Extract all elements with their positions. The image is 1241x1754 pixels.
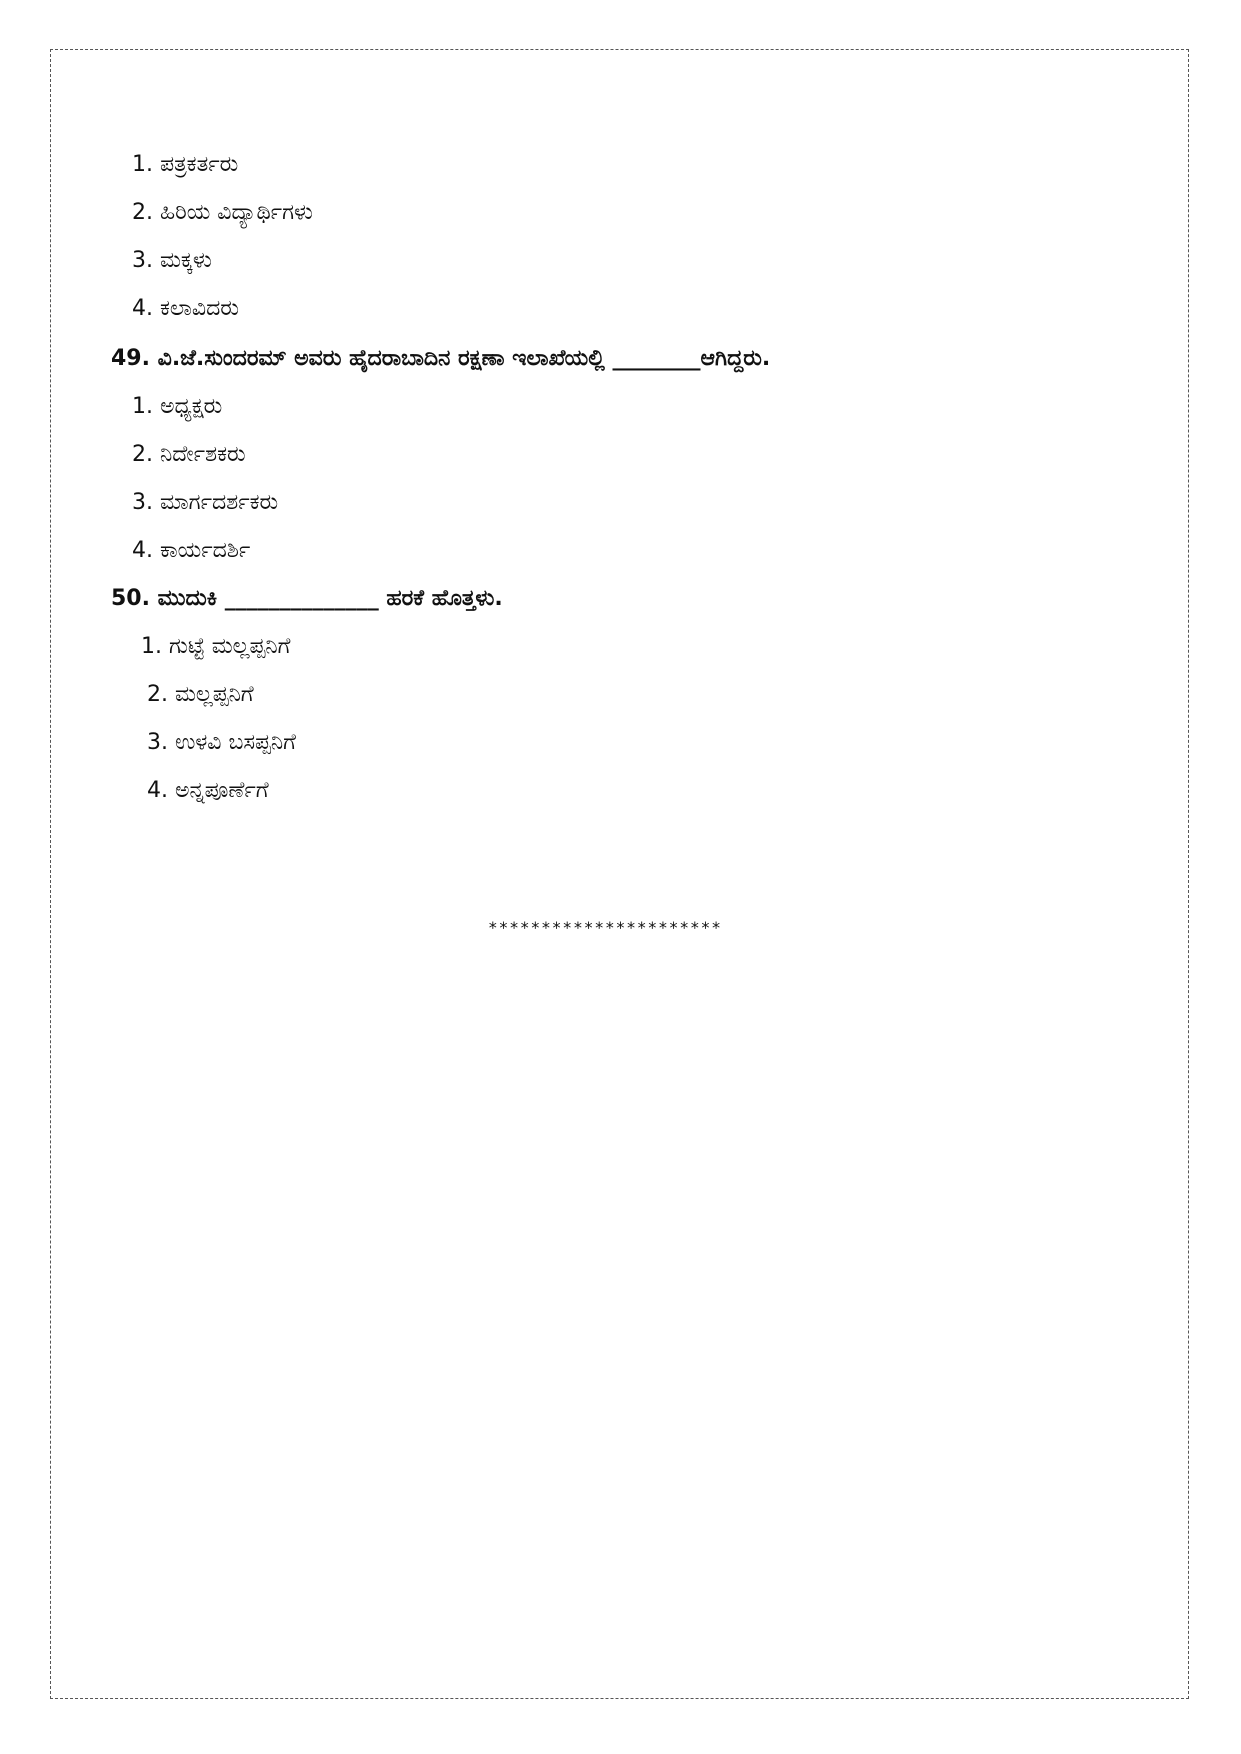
end-marker: **********************: [488, 918, 722, 937]
option-a-4: 4. ಕಲಾವಿದರು: [132, 296, 239, 321]
option-50-2: 2. ಮಲ್ಲಪ್ಪನಿಗೆ: [147, 682, 254, 707]
option-49-1: 1. ಅಧ್ಯಕ್ಷರು: [132, 394, 223, 419]
option-49-4: 4. ಕಾರ್ಯದರ್ಶಿ: [132, 538, 251, 563]
option-49-2: 2. ನಿರ್ದೇಶಕರು: [132, 442, 246, 467]
option-a-1: 1. ಪತ್ರಕರ್ತರು: [132, 152, 239, 177]
option-50-4: 4. ಅನ್ನಪೂರ್ಣೆಗೆ: [147, 778, 269, 803]
option-a-2: 2. ಹಿರಿಯ ವಿದ್ಯಾರ್ಥಿಗಳು: [132, 200, 313, 225]
option-a-3: 3. ಮಕ್ಕಳು: [132, 248, 212, 273]
option-50-1: 1. ಗುಟ್ಟೆ ಮಲ್ಲಪ್ಪನಿಗೆ: [141, 634, 291, 659]
option-49-3: 3. ಮಾರ್ಗದರ್ಶಕರು: [132, 490, 279, 515]
question-50: 50. ಮುದುಕಿ ______________ ಹರಕೆ ಹೊತ್ತಳು.: [111, 586, 503, 611]
question-49: 49. ವಿ.ಜೆ.ಸುಂದರಮ್ ಅವರು ಹೈದರಾಬಾದಿನ ರಕ್ಷಣಾ ಇಲಾಖೆಯಲ್ಲಿ ________ಆಗಿದ್ದರು.: [111, 346, 771, 371]
option-50-3: 3. ಉಳವಿ ಬಸಪ್ಪನಿಗೆ: [147, 730, 296, 755]
